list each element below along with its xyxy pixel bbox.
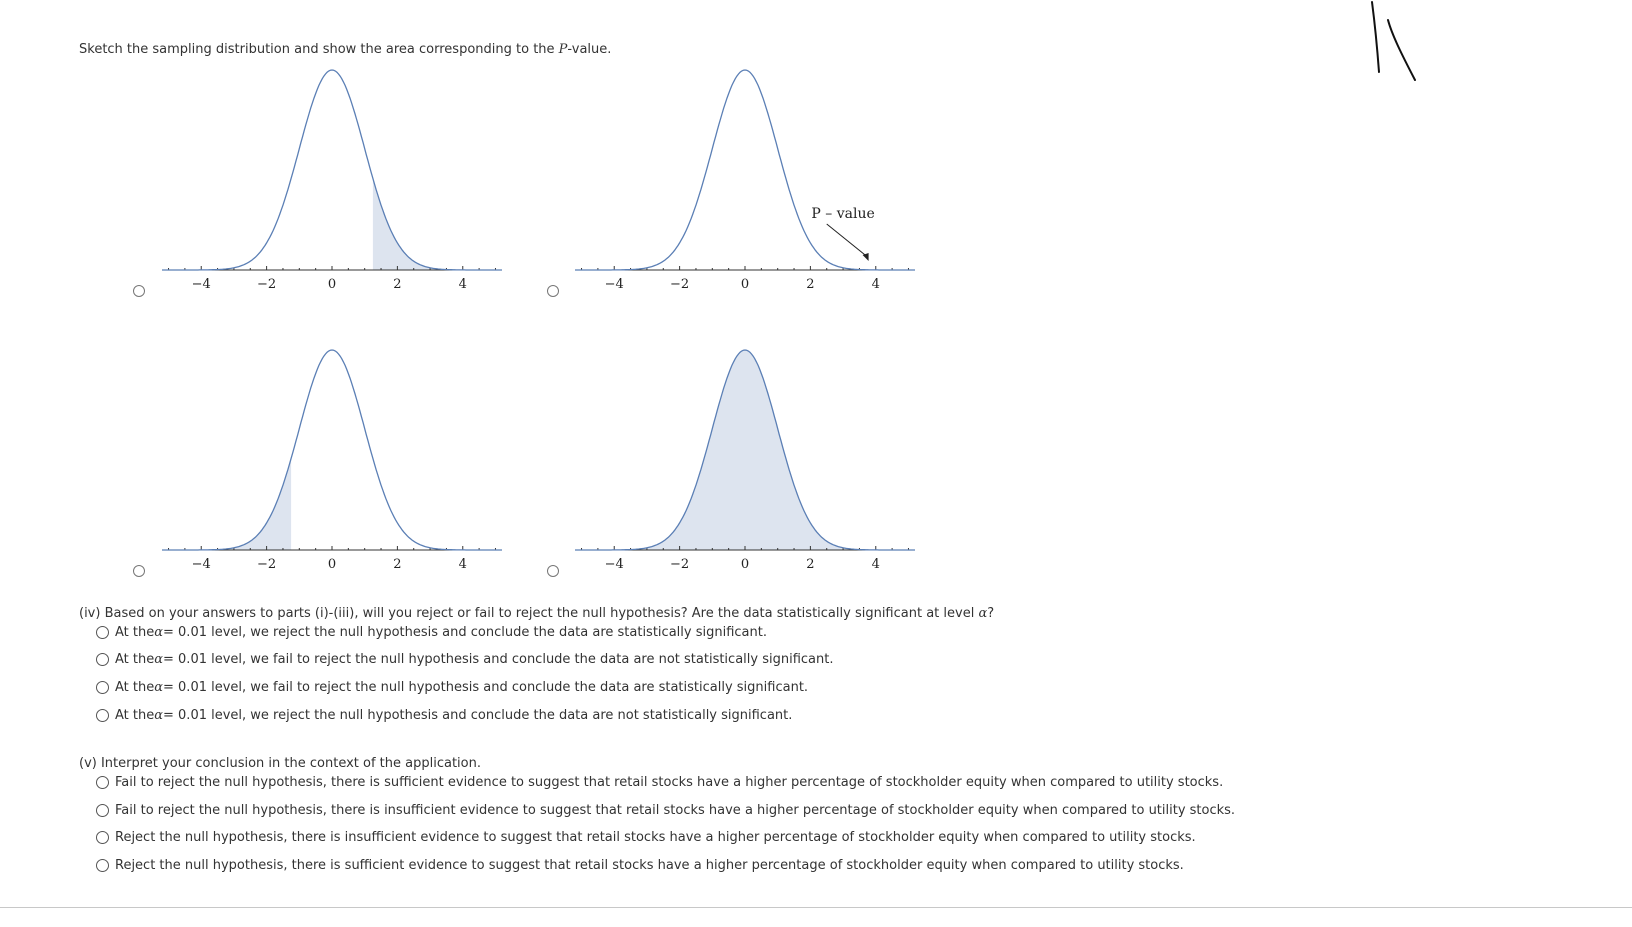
plot-a xyxy=(142,52,522,302)
tick-label: 0 xyxy=(740,557,750,572)
q-iv-option[interactable]: At the α = 0.01 level, we reject the null hypothesis and conclude the data are statistically significant. xyxy=(96,625,767,640)
tick-label: 2 xyxy=(806,557,815,572)
tick-label: 4 xyxy=(871,277,880,292)
question-iv: (iv) Based on your answers to parts (i)-(iii), will you reject or fail to reject the null hypothesis? Are the data statistically significant at level α? xyxy=(79,606,995,621)
plot-b-svg xyxy=(555,52,935,302)
distribution-curve xyxy=(575,70,915,270)
q-iv-option[interactable]: At the α = 0.01 level, we reject the null hypothesis and conclude the data are not statistically significant. xyxy=(96,708,792,723)
tick-label: 2 xyxy=(393,277,402,292)
plot-d xyxy=(555,332,935,582)
radio-icon[interactable] xyxy=(96,831,109,844)
q-v-option[interactable]: Reject the null hypothesis, there is insufficient evidence to suggest that retail stocks have a higher percentage of stockholder equity when compared to utility stocks. xyxy=(96,830,1196,845)
plot-b xyxy=(555,52,935,302)
tick-label: 0 xyxy=(740,277,750,292)
tick-label: 2 xyxy=(806,277,815,292)
shaded-area xyxy=(373,178,496,270)
radio-icon[interactable] xyxy=(96,859,109,872)
radio-icon[interactable] xyxy=(96,709,109,722)
radio-icon[interactable] xyxy=(96,653,109,666)
p-value-arrow xyxy=(827,224,868,257)
tick-label: −2 xyxy=(257,557,277,572)
q-v-option[interactable]: Reject the null hypothesis, there is sufficient evidence to suggest that retail stocks have a higher percentage of stockholder equity when compared to utility stocks. xyxy=(96,858,1184,873)
tick-label: −4 xyxy=(604,557,624,572)
page-divider xyxy=(0,907,1632,908)
tick-label: 4 xyxy=(458,277,467,292)
plot-d-svg xyxy=(555,332,935,582)
tick-label: −4 xyxy=(191,277,211,292)
p-value-label: P – value xyxy=(811,206,875,222)
tick-label: 0 xyxy=(327,277,337,292)
q-v-option[interactable]: Fail to reject the null hypothesis, there is insufficient evidence to suggest that retail stocks have a higher percentage of stockholder equity when compared to utility stocks. xyxy=(96,803,1235,818)
q-v-option[interactable]: Fail to reject the null hypothesis, there is sufficient evidence to suggest that retail stocks have a higher percentage of stockholder equity when compared to utility stocks. xyxy=(96,775,1223,790)
pen-scribble-icon xyxy=(1360,0,1440,90)
radio-icon[interactable] xyxy=(96,626,109,639)
tick-label: 2 xyxy=(393,557,402,572)
tick-label: 0 xyxy=(327,557,337,572)
tick-label: −2 xyxy=(670,557,690,572)
tick-label: 4 xyxy=(458,557,467,572)
prompt-text: Sketch the sampling distribution and show the area corresponding to the P-value. xyxy=(79,42,612,57)
tick-label: −2 xyxy=(257,277,277,292)
q-iv-option[interactable]: At the α = 0.01 level, we fail to reject the null hypothesis and conclude the data are not statistically significant. xyxy=(96,652,833,667)
question-v: (v) Interpret your conclusion in the context of the application. xyxy=(79,756,481,771)
shaded-area xyxy=(640,350,849,550)
tick-label: 4 xyxy=(871,557,880,572)
radio-icon[interactable] xyxy=(96,804,109,817)
tick-label: −4 xyxy=(604,277,624,292)
plot-a-svg xyxy=(142,52,522,302)
plot-c-svg xyxy=(142,332,522,582)
radio-icon[interactable] xyxy=(96,681,109,694)
distribution-curve xyxy=(162,350,502,550)
tick-label: −2 xyxy=(670,277,690,292)
tick-label: −4 xyxy=(191,557,211,572)
shaded-area xyxy=(169,458,292,550)
plot-c xyxy=(142,332,522,582)
distribution-curve xyxy=(162,70,502,270)
q-iv-option[interactable]: At the α = 0.01 level, we fail to reject the null hypothesis and conclude the data are statistically significant. xyxy=(96,680,808,695)
radio-icon[interactable] xyxy=(96,776,109,789)
